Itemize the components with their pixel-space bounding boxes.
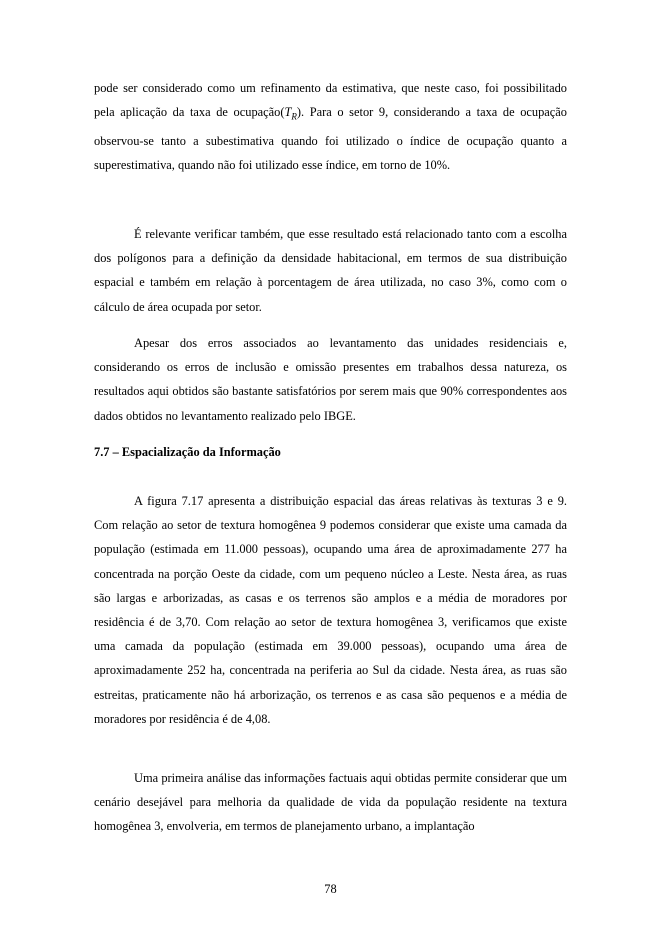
paragraph-1-text-b: ). Para o setor 9, considerando a taxa de ocupação observou-se tanto a subestimativa quando foi utilizado o índice de ocupação quanto a superestimativa, quando não foi utilizado esse índice, em torno de 10%. bbox=[94, 105, 567, 173]
paragraph-1-text-a: pode ser considerado como um refinamento da estimativa, que neste caso, foi possibilitado pela aplicação da taxa de ocupação(T bbox=[94, 81, 567, 120]
page-number: 78 bbox=[324, 882, 337, 896]
paragraph-1 bbox=[94, 76, 567, 177]
paragraph-3: Apesar dos erros associados ao levantamento das unidades residenciais e, considerando os erros de inclusão e omissão presentes em trabalhos dessa natureza, os resultados aqui obtidos são bastante satisfatórios por serem mais que 90% correspondentes aos dados obtidos no levantamento realizado pelo IBGE. bbox=[94, 336, 567, 423]
tax-rate-symbol: T bbox=[284, 105, 292, 120]
paragraph-5: Uma primeira análise das informações factuais aqui obtidas permite considerar que um cenário desejável para melhoria da qualidade de vida da população residente na textura homogênea 3, envolveria, em termos de planejamento urbano, a implantação bbox=[94, 771, 567, 834]
paragraph-2: É relevante verificar também, que esse resultado está relacionado tanto com a escolha dos polígonos para a definição da densidade habitacional, em termos de sua distribuição espacial e também em relação à porcentagem de área utilizada, no caso 3%, como com o cálculo de área ocupada por setor. bbox=[94, 227, 567, 314]
section-heading: 7.7 – Espacialização da Informação bbox=[94, 445, 281, 459]
paragraph-4: A figura 7.17 apresenta a distribuição espacial das áreas relativas às texturas 3 e 9. Com relação ao setor de textura homogênea 9 podemos considerar que existe uma camada da população (estimada em 11.000 pessoas), ocupando uma área de aproximadamente 277 ha concentrada na porção Oeste da cidade, com um pequeno núcleo a Leste. Nesta área, as ruas são largas e arborizadas, as casas e os terrenos são amplos e a média de moradores por residência é de 3,70. Com relação ao setor de textura homogênea 3, verificamos que existe uma camada da população (estimada em 39.000 pessoas), ocupando uma área de aproximadamente 252 ha, concentrada na periferia ao Sul da cidade. Nesta área, as ruas são estreitas, praticamente não há arborização, os terrenos e as casa são pequenos e a média de moradores por residência é de 4,08. bbox=[94, 494, 567, 726]
tax-rate-subscript: R bbox=[291, 111, 297, 122]
